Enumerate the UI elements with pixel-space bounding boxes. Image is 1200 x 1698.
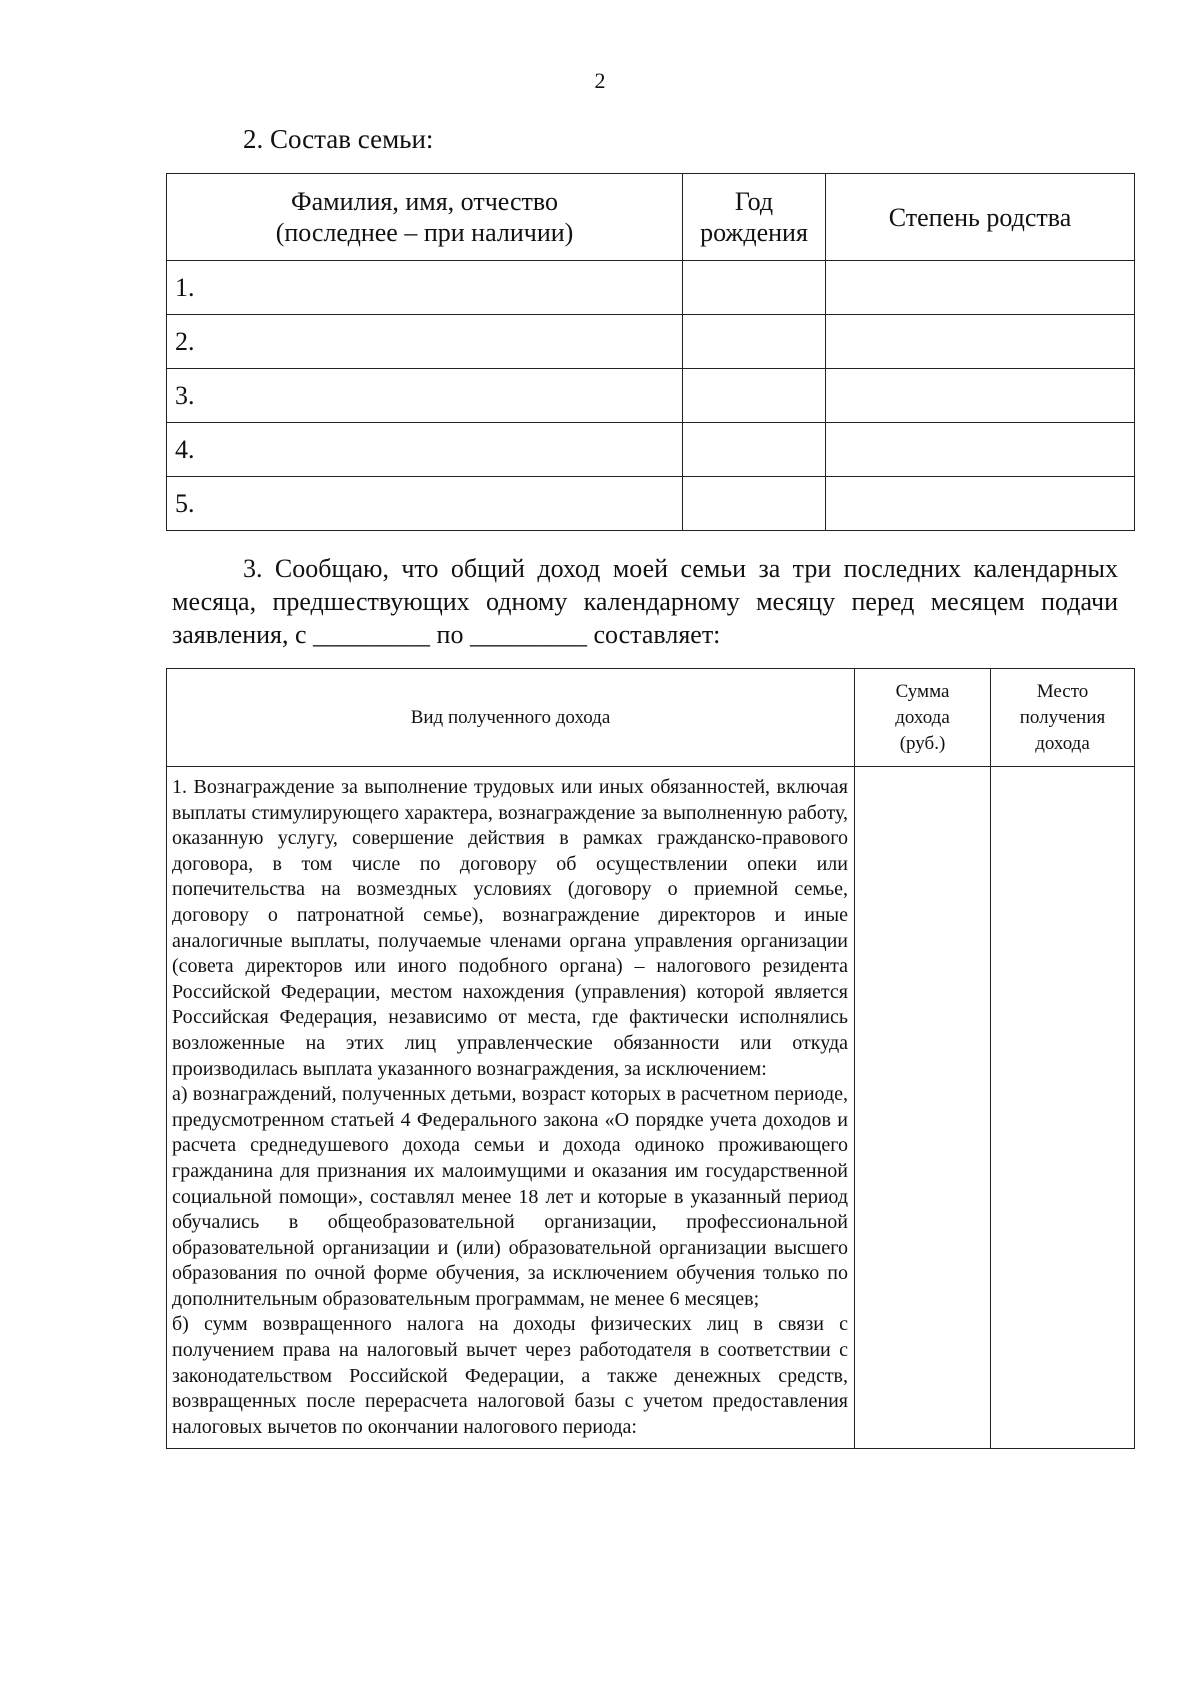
page-number: 2	[594, 68, 606, 93]
row-number: 4.	[167, 423, 683, 477]
income-place-cell[interactable]	[991, 767, 1135, 1449]
row-number: 5.	[167, 477, 683, 531]
income-table	[166, 668, 1135, 1449]
row-number: 3.	[167, 369, 683, 423]
header-full-name: Фамилия, имя, отчество (последнее – при наличии)	[167, 174, 683, 261]
income-intro-paragraph: 3. Сообщаю, что общий доход моей семьи за три последних календарных месяца, предшествующих одному календарному месяцу перед месяцем подачи заявления, с _________ по _________ составляет:	[172, 554, 1118, 649]
birth-year-cell[interactable]	[683, 477, 826, 531]
table-row	[167, 477, 1135, 531]
income-exception-a: а) вознаграждений, полученных детьми, возраст которых в расчетном периоде, предусмотренном статьей 4 Федерального закона «О порядке учета доходов и расчета среднедушевого дохода семьи и дохода одиноко проживающего гражданина для признания их малоимущими и оказания им государственной социальной помощи», составлял менее 18 лет и которые в указанный период обучались в общеобразовательной организации, профессиональной образовательной организации и (или) образовательной организации высшего образования по очной форме обучения, за исключением обучения только по дополнительным образовательным программам, не менее 6 месяцев;	[172, 1083, 848, 1310]
row-number: 2.	[167, 315, 683, 369]
income-exception-b: б) сумм возвращенного налога на доходы физических лиц в связи с получением права на налоговый вычет через работодателя в соответствии с законодательством Российской Федерации, а также денежных средств, возвращенных после перерасчета налоговой базы с учетом предоставления налоговых вычетов по окончании налогового периода:	[172, 1313, 848, 1438]
income-amount-cell[interactable]	[855, 767, 991, 1449]
birth-year-cell[interactable]	[683, 369, 826, 423]
table-row	[167, 369, 1135, 423]
family-table-header-row	[167, 174, 1135, 261]
birth-year-cell[interactable]	[683, 315, 826, 369]
header-income-place: Место получения дохода	[991, 669, 1135, 767]
table-row	[167, 261, 1135, 315]
header-income-type: Вид полученного дохода	[167, 669, 855, 767]
birth-year-cell[interactable]	[683, 423, 826, 477]
relation-cell[interactable]	[826, 369, 1135, 423]
income-item-main: 1. Вознаграждение за выполнение трудовых или иных обязанностей, включая выплаты стимулирующего характера, вознаграждение за выполненную работу, оказанную услугу, совершение действия в рамках гражданско-правового договора, в том числе по договору об осуществлении опеки или попечительства на возмездных условиях (договору о приемной семье, договору о патронатной семье), вознаграждение директоров и иные аналогичные выплаты, получаемые членами органа управления организации (совета директоров или иного подобного органа) – налогового резидента Российской Федерации, местом нахождения (управления) которой является Российская Федерация, независимо от места, где фактически исполнялись возложенные на этих лиц управленческие обязанности или откуда производилась выплата указанного вознаграждения, за исключением:	[172, 776, 848, 1080]
header-income-amount: Сумма дохода (руб.)	[855, 669, 991, 767]
header-relation: Степень родства	[826, 174, 1135, 261]
relation-cell[interactable]	[826, 423, 1135, 477]
relation-cell[interactable]	[826, 477, 1135, 531]
table-row	[167, 315, 1135, 369]
income-table-header-row	[167, 669, 1135, 767]
income-type-cell	[167, 767, 855, 1449]
family-composition-table	[166, 173, 1135, 531]
header-birth-year: Год рождения	[683, 174, 826, 261]
relation-cell[interactable]	[826, 315, 1135, 369]
family-section-title: 2. Состав семьи:	[243, 124, 434, 154]
table-row	[167, 767, 1135, 1449]
relation-cell[interactable]	[826, 261, 1135, 315]
table-row	[167, 423, 1135, 477]
birth-year-cell[interactable]	[683, 261, 826, 315]
row-number: 1.	[167, 261, 683, 315]
